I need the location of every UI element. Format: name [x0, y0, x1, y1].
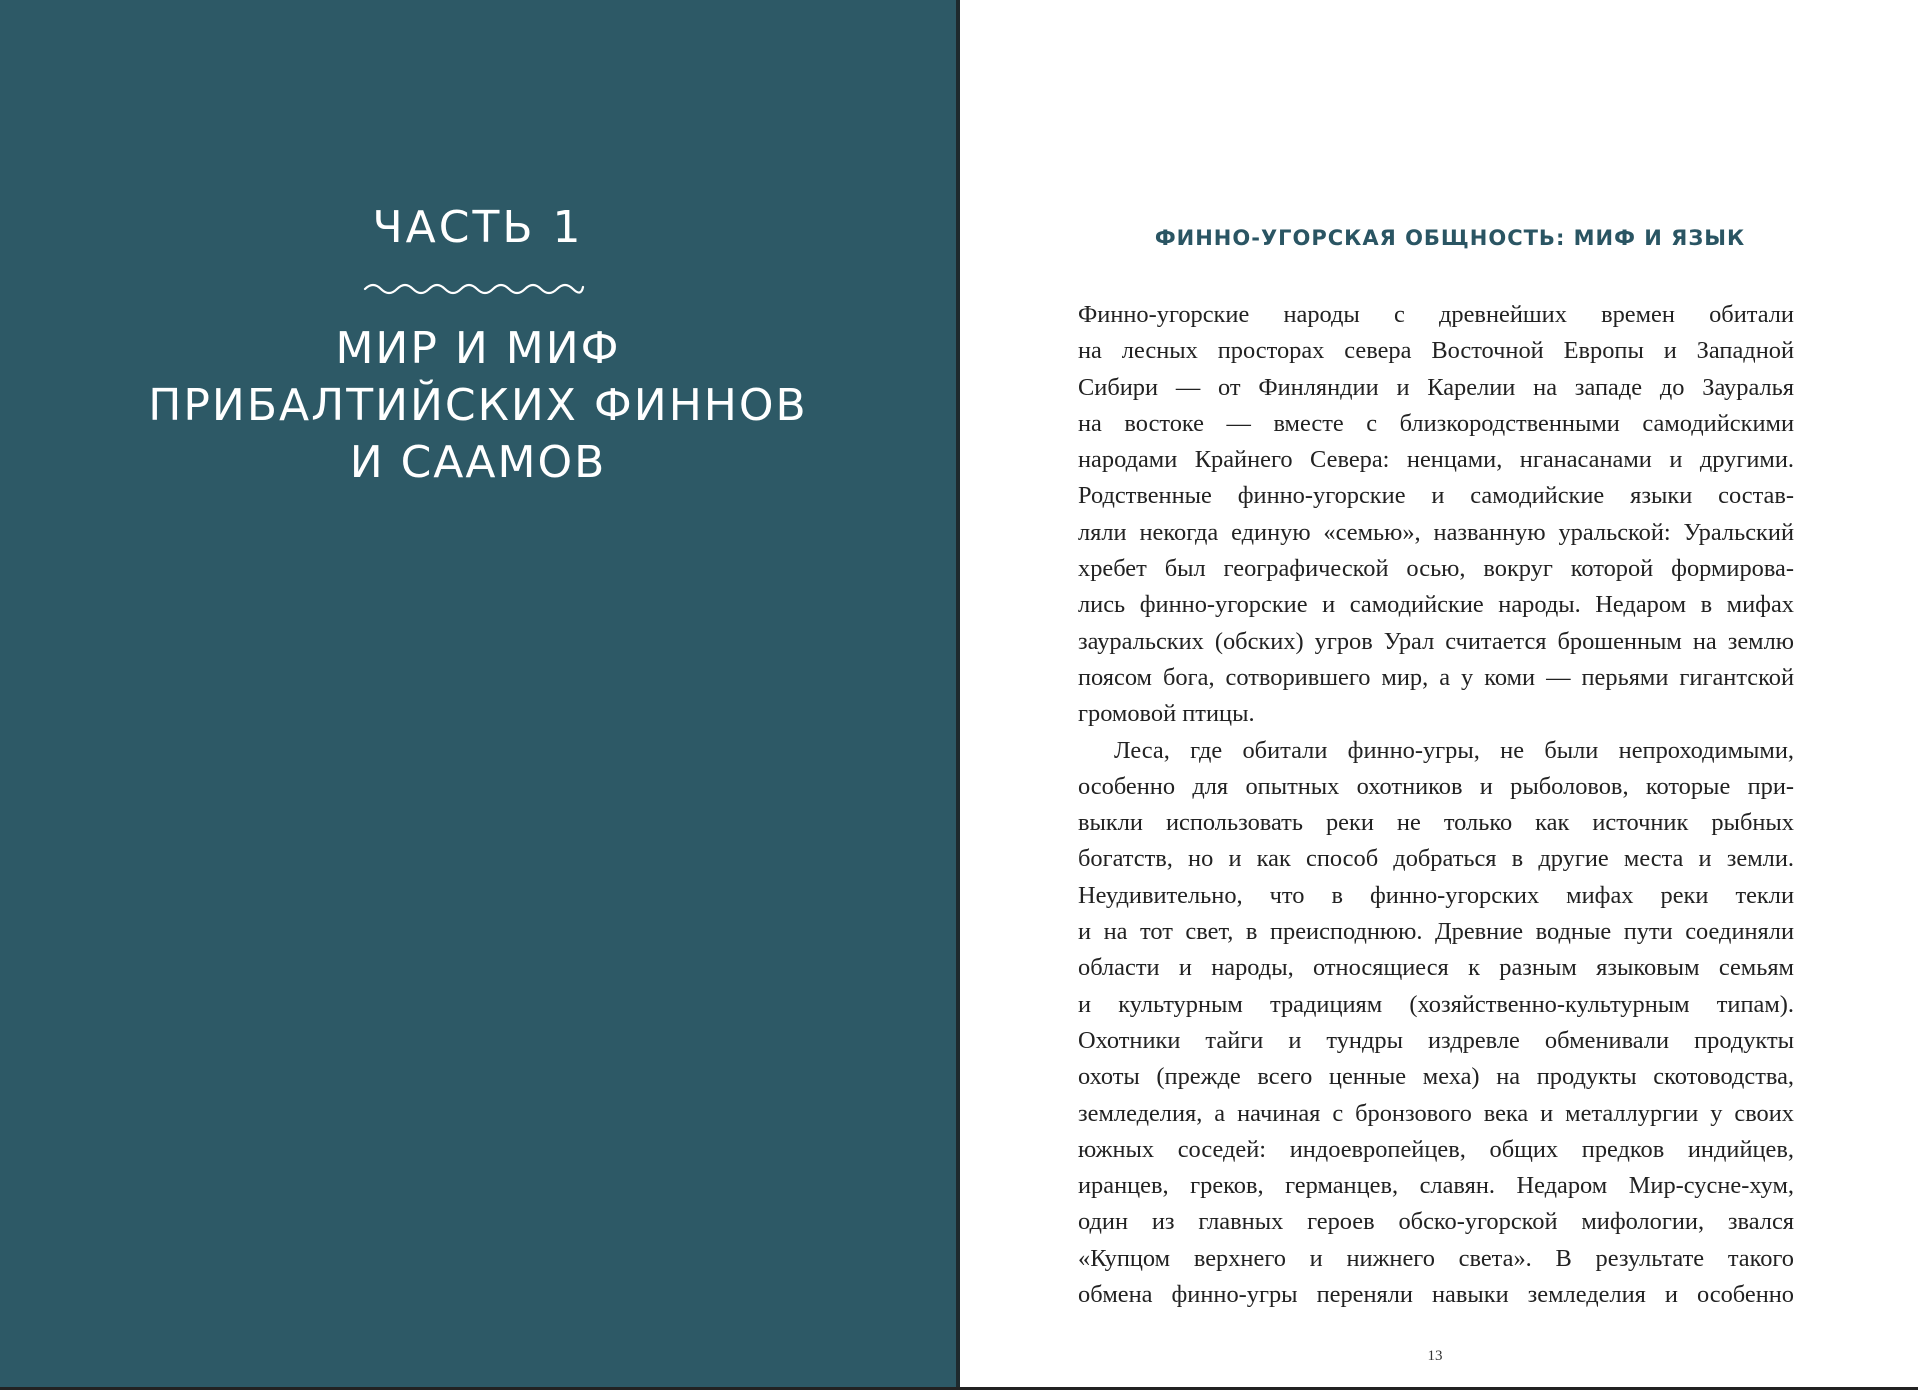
page-number: 13 [1427, 1348, 1443, 1364]
text-line: один из главных героев обско-угорской мифологии, звался [1078, 1208, 1794, 1236]
text-line: и культурным традициям (хозяйственно-культурным типам). [1078, 990, 1794, 1018]
text-line: выкли использовать реки не только как источник рыбных [1078, 809, 1794, 837]
text-line: Сибири — от Финляндии и Карелии на западе до Зауралья [1078, 373, 1794, 401]
text-line: Финно-угорские народы с древнейших времен обитали [1078, 301, 1794, 328]
text-line: Леса, где обитали финно-угры, не были непроходимыми, [1114, 736, 1794, 764]
text-line: зауральских (обских) угров Урал считается брошенным на землю [1078, 627, 1794, 655]
part-title-line: И СААМОВ [349, 437, 607, 488]
text-line: поясом бога, сотворившего мир, а у коми — перьями гигантской [1078, 663, 1794, 691]
text-line: лись финно-угорские и самодийские народы. Недаром в мифах [1078, 591, 1794, 619]
text-line: и на тот свет, в преисподнюю. Древние водные пути соединяли [1078, 918, 1794, 946]
text-line: громовой птицы. [1078, 700, 1255, 728]
text-line: обмена финно-угры переняли навыки земледелия и особенно [1078, 1281, 1794, 1309]
text-line: ляли некогда единую «семью», названную уральской: Уральский [1078, 518, 1794, 546]
left-page [0, 0, 956, 1387]
paragraph-2 [1078, 733, 1794, 1314]
text-line: особенно для опытных охотников и рыболовов, которые при- [1078, 772, 1794, 800]
text-line: «Купцом верхнего и нижнего света». В результате такого [1078, 1244, 1794, 1272]
text-line: хребет был географической осью, вокруг которой формирова- [1078, 555, 1794, 583]
part-title-line: МИР И МИФ [335, 323, 621, 374]
text-line: богатств, но и как способ добраться в другие места и земли. [1078, 845, 1794, 873]
text-line: иранцев, греков, германцев, славян. Недаром Мир-сусне-хум, [1078, 1172, 1794, 1200]
text-line: Охотники тайги и тундры издревле обменивали продукты [1078, 1026, 1794, 1054]
text-line: южных соседей: индоевропейцев, общих предков индийцев, [1078, 1135, 1794, 1163]
text-line: на лесных просторах севера Восточной Европы и Западной [1078, 337, 1794, 365]
part-label: ЧАСТЬ 1 [372, 202, 584, 253]
part-title [0, 320, 956, 491]
text-line: Неудивительно, что в финно-угорских мифах реки текли [1078, 881, 1794, 909]
text-line: охоты (прежде всего ценные меха) на продукты скотоводства, [1078, 1063, 1794, 1091]
text-line: области и народы, относящиеся к разным языковым семьям [1078, 954, 1794, 982]
paragraph-1 [1078, 297, 1794, 733]
text-line: Родственные финно-угорские и самодийские языки состав- [1078, 482, 1794, 510]
text-line: народами Крайнего Севера: ненцами, нганасанами и другими. [1078, 446, 1794, 474]
part-title-line: ПРИБАЛТИЙСКИХ ФИННОВ [148, 380, 808, 431]
wave-ornament-icon [363, 278, 585, 300]
section-heading: ФИННО-УГОРСКАЯ ОБЩНОСТЬ: МИФ И ЯЗЫК [1154, 226, 1746, 250]
text-line: земледелия, а начиная с бронзового века и металлургии у своих [1078, 1099, 1794, 1127]
text-line: на востоке — вместе с близкородственными самодийскими [1078, 409, 1794, 437]
body-text [1078, 297, 1794, 1313]
